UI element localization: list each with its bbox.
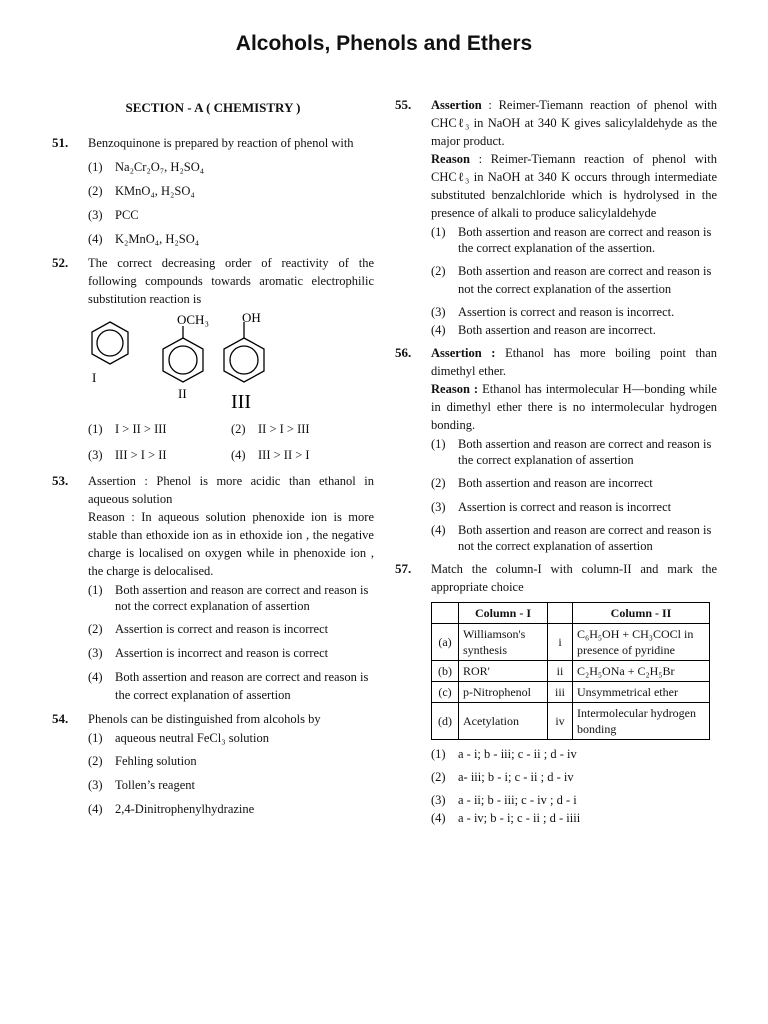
question-number: 56. [395,345,412,360]
option-text: Assertion is correct and reason is incorrect. [458,305,675,319]
question-text: Phenols can be distinguished from alcohols by [88,712,321,726]
option-number: (3) [88,778,103,792]
label-i: I [92,370,97,385]
option-text: III > II > I [258,448,310,462]
column-2-cell: C₂H₅ONa + C₂H₅Br [573,661,710,682]
label-ii: II [178,386,187,401]
option-text: Both assertion and reason are correct and reason is the correct explanation of assertion [458,437,712,467]
label-och3: OCH₃ [177,312,209,327]
column-1-cell: Williamson's synthesis [459,624,548,661]
table-row [432,624,710,661]
option-number: (3) [88,448,103,462]
reason-text: Reason : In aqueous solution phenoxide ion is more stable than ethoxide ion as in ethoxide ion , the negative charge is localised on oxygen while in phenoxide ion , the charge is delocalised. [88,510,374,578]
option-1 [88,158,374,176]
question-number: 54. [52,711,69,726]
option-3 [431,792,717,808]
column-2-header: Column - II [573,603,710,624]
option-4 [431,810,717,826]
option-text: Na₂Cr₂O₇, H₂SO₄ [115,160,205,174]
option-number: (3) [88,646,103,660]
label-oh: OH [242,312,261,325]
assertion-body: : Reimer-Tiemann reaction of phenol with CHCℓ₃ in NaOH at 340 K gives salicylaldehyde as the major product. [431,98,717,148]
option-1 [88,730,374,746]
option-4 [431,322,717,338]
option-number: (3) [431,793,446,807]
table-row [432,682,710,703]
reason-label: Reason [431,152,470,166]
row-label: (d) [432,703,459,740]
row-roman: iv [548,703,573,740]
option-number: (4) [231,448,246,462]
option-1 [431,746,717,762]
question-57 [395,560,717,826]
option-number: (4) [88,670,103,684]
question-text: Match the column-I with column-II and mark the appropriate choice [431,562,717,594]
question-52 [52,254,374,464]
row-roman: i [548,624,573,661]
right-column [395,96,717,832]
column-2-cell: Unsymmetrical ether [573,682,710,703]
option-text: Both assertion and reason are incorrect [458,476,653,490]
option-number: (1) [88,583,103,597]
reason-text [431,380,717,434]
option-text: a - i; b - iii; c - ii ; d - iv [458,747,577,761]
question-number: 55. [395,97,412,112]
reason-label: Reason : [431,382,479,396]
option-text: Assertion is incorrect and reason is correct [115,646,329,660]
option-text: Tollen’s reagent [115,778,195,792]
column-1-cell: ROR' [459,661,548,682]
option-number: (4) [431,811,446,825]
row-roman: iii [548,682,573,703]
option-text: III > I > II [115,448,167,462]
option-number: (2) [88,754,103,768]
option-number: (2) [88,184,103,198]
option-text: aqueous neutral FeCl₃ solution [115,731,269,745]
option-text: KMnO₄, H₂SO₄ [115,184,195,198]
benzene-ring-i [92,322,128,364]
question-number: 53. [52,473,69,488]
option-4 [88,800,374,818]
option-1 [431,436,717,468]
assertion-body: Ethanol has more boiling point than dimethyl ether. [431,346,717,378]
label-iii: III [231,391,251,412]
column-2-cell: Intermolecular hydrogen bonding [573,703,710,740]
option-text: Both assertion and reason are incorrect. [458,323,656,337]
left-column [52,96,374,824]
column-1-header: Column - I [459,603,548,624]
reason-text [431,150,717,222]
option-number: (4) [431,523,446,537]
options-grid [88,420,374,464]
table-header-blank [548,603,573,624]
anisole-ring [163,326,203,382]
option-text: a - ii; b - iii; c - iv ; d - i [458,793,577,807]
table-header-row [432,603,710,624]
option-text: 2,4-Dinitrophenylhydrazine [115,802,255,816]
option-2 [431,474,717,492]
option-number: (4) [88,802,103,816]
option-text: Both assertion and reason are correct and reason is not the correct explanation of assertion [115,583,369,613]
option-4 [88,668,374,704]
question-56 [395,344,717,554]
option-text: K₂MnO₄, H₂SO₄ [115,232,200,246]
question-number: 51. [52,135,69,150]
option-number: (2) [431,770,446,784]
assertion-text: Assertion : Phenol is more acidic than ethanol in aqueous solution [88,474,374,506]
option-text: Assertion is correct and reason is incorrect [115,622,329,636]
option-2 [431,768,717,786]
option-number: (1) [431,225,446,239]
option-number: (2) [88,622,103,636]
option-3 [88,644,374,662]
row-label: (b) [432,661,459,682]
section-heading: SECTION - A ( CHEMISTRY ) [125,100,301,115]
option-4 [431,522,717,554]
option-number: (3) [431,305,446,319]
option-text: Both assertion and reason are correct and reason is the correct explanation of the assertion. [458,225,712,255]
question-53 [52,472,374,704]
table-header-blank [432,603,459,624]
option-number: (2) [431,476,446,490]
row-label: (a) [432,624,459,661]
option-1 [431,224,717,256]
option-4 [88,230,374,248]
structures-svg [88,312,288,412]
table-row [432,703,710,740]
question-text: The correct decreasing order of reactivity of the following compounds towards aromatic electrophilic substitution reaction is [88,256,374,306]
question-55 [395,96,717,338]
option-number: (3) [88,208,103,222]
option-3 [431,304,717,320]
reason-body: Ethanol has intermolecular H—bonding while in dimethyl ether there is no intermolecular hydrogen bonding. [431,382,717,432]
option-3 [88,206,374,224]
option-1 [88,582,374,614]
option-text: I > II > III [115,422,167,436]
row-roman: ii [548,661,573,682]
option-2 [88,620,374,638]
option-text: Both assertion and reason are correct and reason is the correct explanation of assertion [115,670,369,702]
option-2 [431,262,717,298]
page-title: Alcohols, Phenols and Ethers [235,32,533,55]
option-number: (2) [231,422,246,436]
assertion-label: Assertion [431,98,482,112]
option-number: (1) [88,160,103,174]
row-label: (c) [432,682,459,703]
phenol-ring [224,322,264,382]
question-51 [52,134,374,248]
question-54 [52,710,374,818]
option-2 [88,182,374,200]
column-2-cell: C₆H₅OH + CH₃COCl in presence of pyridine [573,624,710,661]
table-row [432,661,710,682]
option-number: (4) [88,232,103,246]
option-3 [88,776,374,794]
option-number: (1) [88,422,103,436]
option-text: a- iii; b - i; c - ii ; d - iv [458,770,574,784]
option-2 [231,420,381,438]
option-2 [88,752,374,770]
assertion-text [431,344,717,380]
option-number: (1) [431,747,446,761]
option-text: Fehling solution [115,754,197,768]
option-number: (1) [431,437,446,451]
reason-body: : Reimer-Tiemann reaction of phenol with CHCℓ₃ in NaOH at 340 K occurs through intermediate substituted benzalchloride which is hydrolysed in the presence of alkali to produce salicylaldehyde [431,152,717,220]
option-3 [88,446,231,464]
option-1 [88,420,231,438]
assertion-text [431,96,717,150]
option-text: Assertion is correct and reason is incorrect [458,500,672,514]
match-table [431,602,710,740]
question-number: 57. [395,561,412,576]
option-text: Both assertion and reason are correct and reason is not the correct explanation of assertion [458,523,712,553]
option-number: (3) [431,500,446,514]
question-number: 52. [52,255,69,270]
option-3 [431,498,717,516]
option-text: a - iv; b - i; c - ii ; d - iiii [458,811,581,825]
option-text: Both assertion and reason are correct and reason is not the correct explanation of the assertion [458,264,712,296]
option-number: (4) [431,323,446,337]
option-4 [231,446,381,464]
question-text: Benzoquinone is prepared by reaction of phenol with [88,136,354,150]
column-1-cell: Acetylation [459,703,548,740]
option-text: PCC [115,208,139,222]
option-number: (1) [88,731,103,745]
option-text: II > I > III [258,422,310,436]
option-number: (2) [431,264,446,278]
assertion-label: Assertion : [431,346,496,360]
benzene-structures [88,312,374,412]
column-1-cell: p-Nitrophenol [459,682,548,703]
